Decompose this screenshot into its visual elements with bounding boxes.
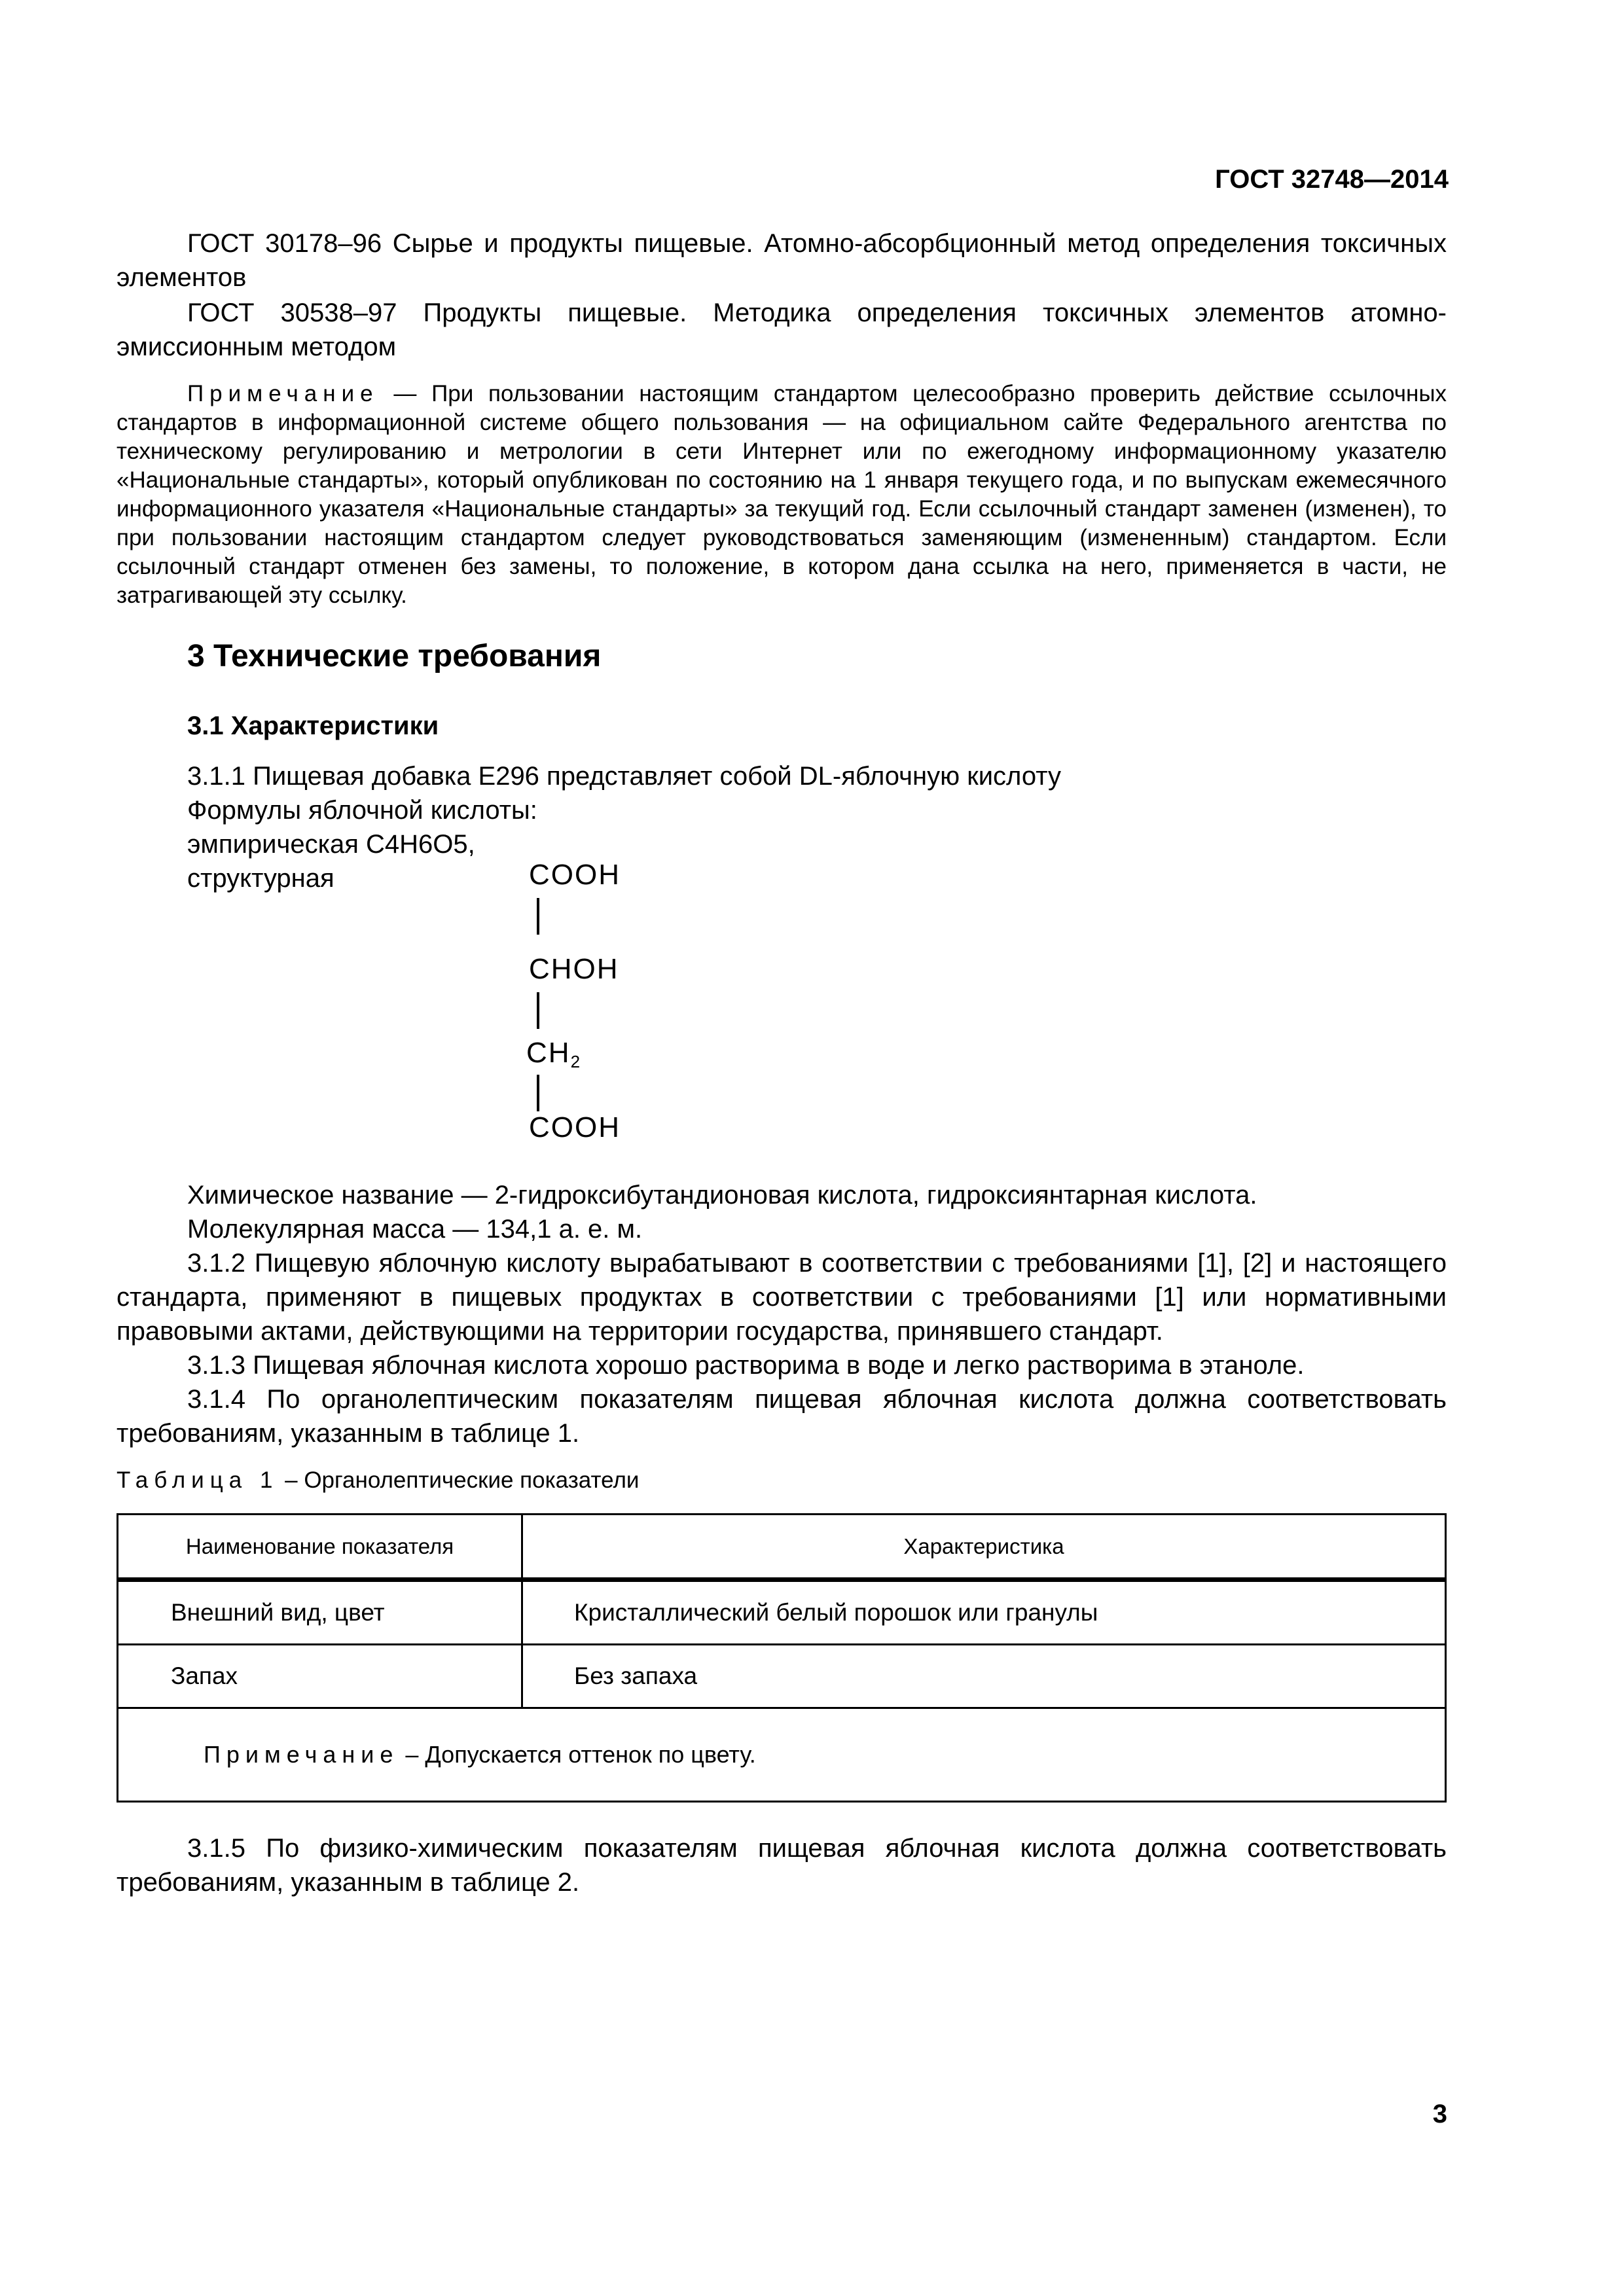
table-caption-text: – Органолептические показатели [278,1467,640,1493]
table-caption [117,1467,639,1494]
table-header-row [118,1515,1446,1580]
reference-gost-30538: ГОСТ 30538–97 Продукты пищевые. Методика определения токсичных элементов атомно-эмиссионным методом [117,298,1447,361]
table-note-text: – Допускается оттенок по цвету. [399,1741,756,1768]
reference-gost-30178: ГОСТ 30178–96 Сырье и продукты пищевые. Атомно-абсорбционный метод определения токсичных элементов [117,229,1447,292]
formulas-label: Формулы яблочной кислоты: [187,796,537,825]
table-row [118,1645,1446,1708]
organoleptic-table [117,1513,1447,1803]
paragraph-3-1-4: 3.1.4 По органолептическим показателям пищевая яблочная кислота должна соответствовать требованиям, указанным в таблице 1. [117,1385,1447,1448]
note-label: Примечание [187,381,379,406]
table-header-indicator: Наименование показателя [118,1515,522,1580]
table-caption-label: Таблица 1 [117,1467,279,1493]
paragraph-3-1-5: 3.1.5 По физико-химическим показателям пищевая яблочная кислота должна соответствовать требованиям, указанным в таблице 2. [117,1834,1447,1897]
note-text: — При пользовании настоящим стандартом целесообразно проверить действие ссылочных стандартов в информационной системе общего пользования — на официальном сайте Федерального агентства по техническому регулированию и метрологии в сети Интернет или по ежегодному информационному указателю «Национальные стандарты», который опубликован по состоянию на 1 января текущего года, и по выпускам ежемесячного информационного указателя «Национальные стандарты» за текущий год. Если ссылочный стандарт заменен (изменен), то при пользовании настоящим стандартом следует руководствоваться заменяющим (измененным) стандартом. Если ссылочный стандарт отменен без замены, то положение, в котором дана ссылка на него, применяется в части, не затрагивающей эту ссылку. [117,381,1447,608]
chemical-name: Химическое название — 2-гидроксибутандионовая кислота, гидроксиянтарная кислота. [187,1181,1257,1210]
table-note-row [118,1708,1446,1802]
formula-bond-3 [537,1075,539,1111]
formula-bond-1 [537,898,539,935]
formula-ch2-subscript: 2 [570,1052,582,1071]
subsection-title: 3.1 Характеристики [187,711,439,740]
molecular-mass: Молекулярная масса — 134,1 а. е. м. [187,1215,643,1244]
table-note-label: Примечание [204,1741,399,1768]
document-header: ГОСТ 32748—2014 [1215,165,1449,194]
formula-cooh-top: COOH [529,859,621,891]
empirical-formula: эмпирическая С4Н6О5, [187,830,475,859]
paragraph-3-1-1: 3.1.1 Пищевая добавка Е296 представляет собой DL-яблочную кислоту [187,762,1061,791]
table-note-cell [118,1708,1446,1802]
table-cell-indicator: Внешний вид, цвет [118,1580,522,1645]
note-references [117,380,1447,610]
paragraph-3-1-2: 3.1.2 Пищевую яблочную кислоту вырабатывают в соответствии с требованиями [1], [2] и настоящего стандарта, применяют в пищевых продуктах в соответствии с требованиями [1] или нормативными правовыми актами, действующими на территории государства, принявшего стандарт. [117,1249,1447,1346]
formula-bond-2 [537,992,539,1029]
section-title: 3 Технические требования [187,639,602,673]
structural-label: структурная [187,864,334,893]
table-header-characteristic: Характеристика [522,1515,1446,1580]
table-cell-characteristic: Кристаллический белый порошок или гранулы [522,1580,1446,1645]
formula-ch2 [526,1037,581,1072]
formula-cooh-bottom: COOH [529,1111,621,1143]
table-cell-indicator: Запах [118,1645,522,1708]
page-number: 3 [1432,2100,1447,2128]
formula-choh: CHOH [529,953,619,985]
paragraph-3-1-3: 3.1.3 Пищевая яблочная кислота хорошо растворима в воде и легко растворима в этаноле. [187,1351,1305,1380]
table-cell-characteristic: Без запаха [522,1645,1446,1708]
formula-ch2-text: CH [526,1037,571,1069]
table-row [118,1580,1446,1645]
